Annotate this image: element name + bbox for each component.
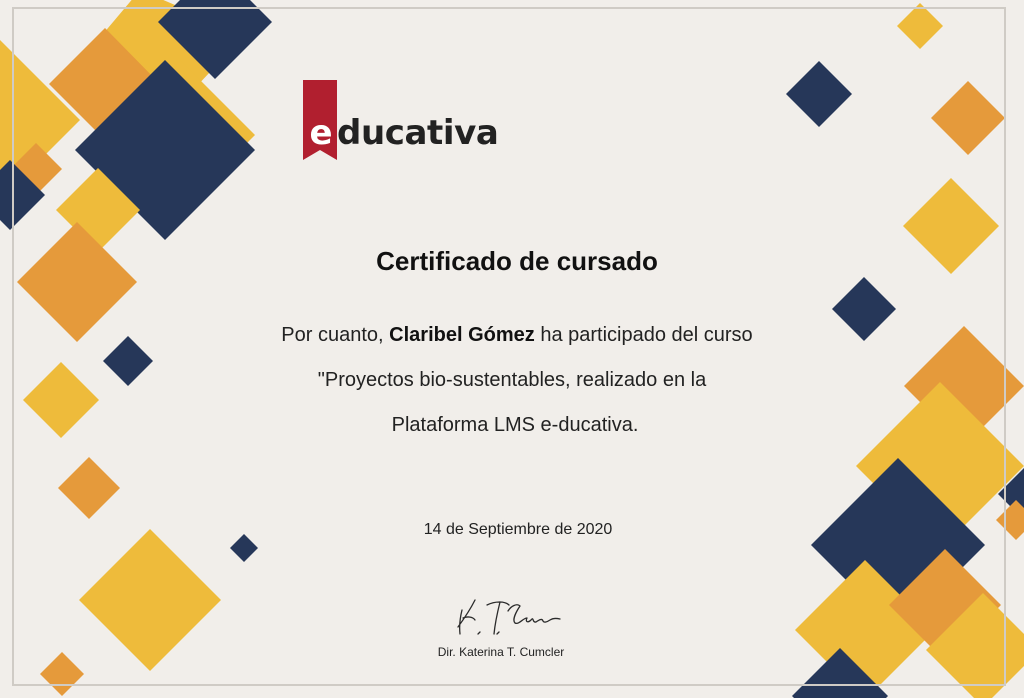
recipient-name: Claribel Gómez: [389, 324, 535, 346]
certificate-title: Certificado de cursado: [376, 246, 658, 276]
signer-name: Dir. Katerina T. Cumcler: [437, 645, 565, 659]
certificate-body-line-1: [0, 324, 1024, 347]
handwritten-signature: [450, 594, 570, 638]
certificate-date: 14 de Septiembre de 2020: [423, 521, 613, 538]
certificate-body-line-2: "Proyectos bio-sustentables, realizado en la: [317, 369, 707, 391]
logo-letter: e: [309, 113, 333, 153]
certificate-body-line-3: Plataforma LMS e-ducativa.: [391, 414, 639, 436]
line1-prefix: Por cuanto,: [281, 324, 384, 346]
logo-wordmark: ducativa: [337, 113, 499, 153]
educativa-logo: [303, 80, 503, 162]
line1-suffix: ha participado del curso: [540, 324, 753, 346]
